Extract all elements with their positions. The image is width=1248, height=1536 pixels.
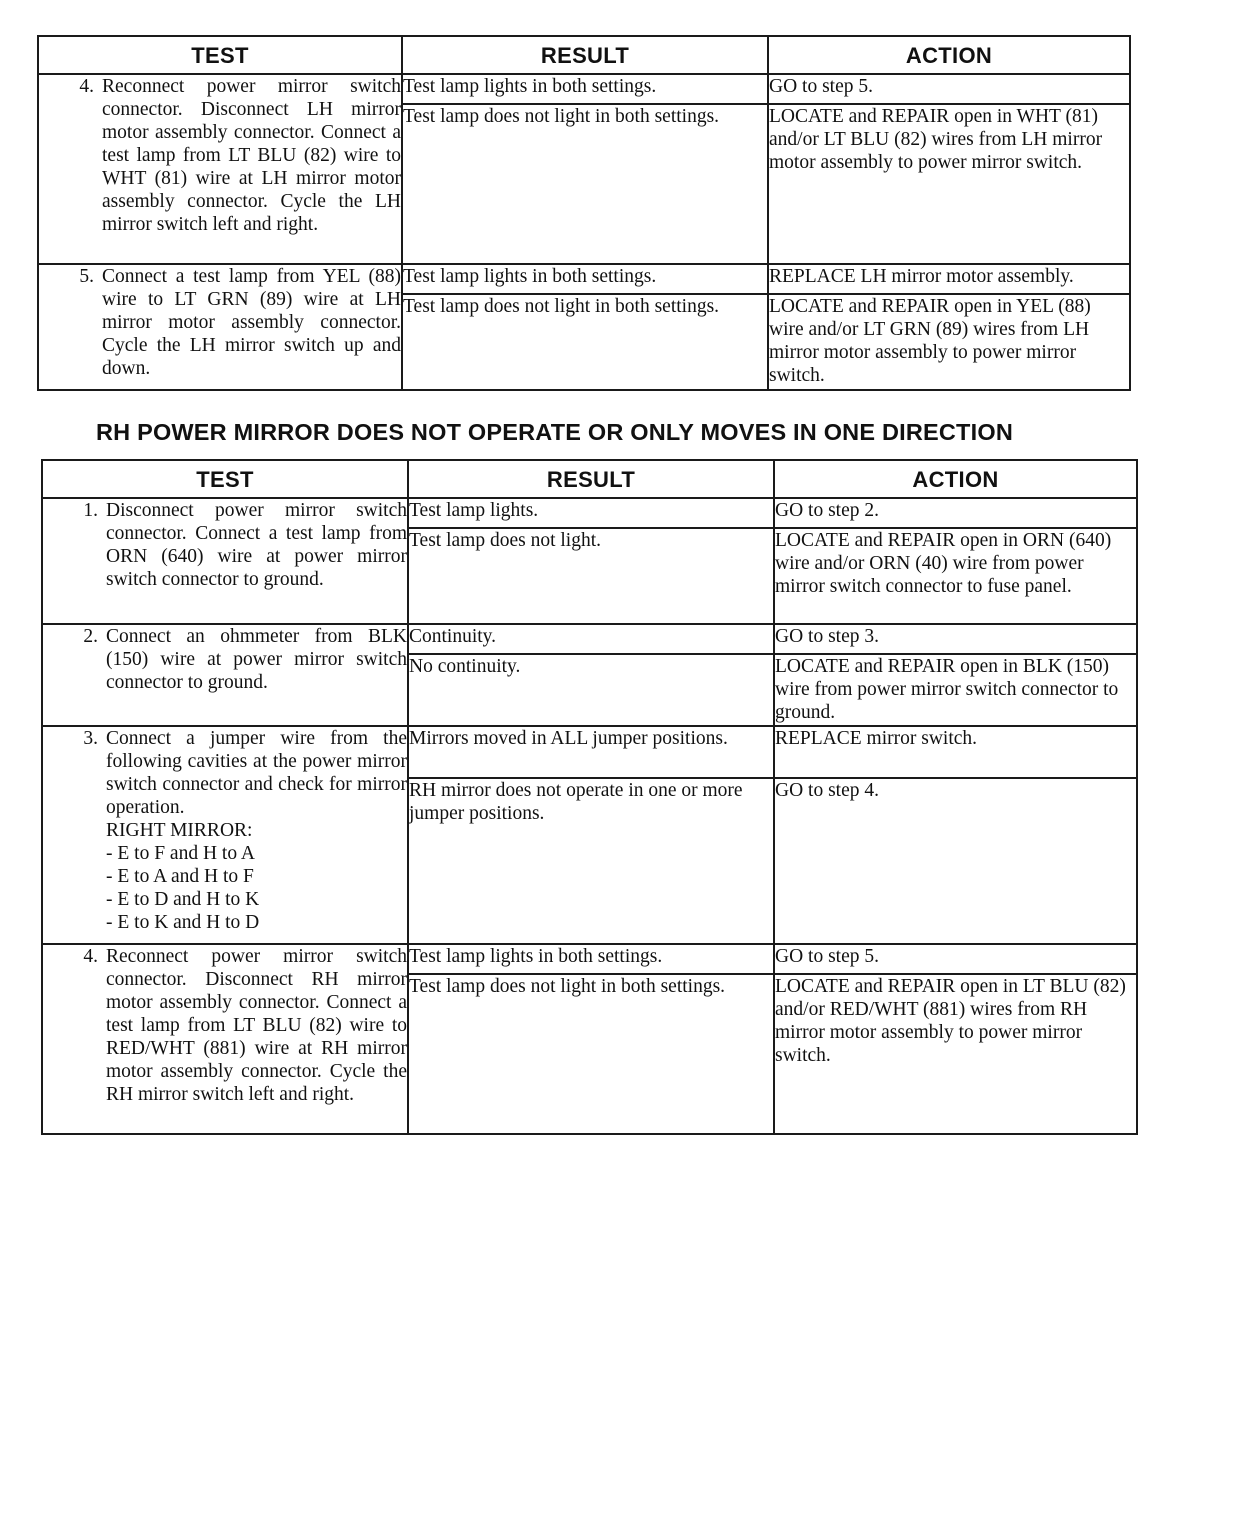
result-cell: Test lamp does not light in both settings.	[402, 294, 768, 390]
test-header: TEST	[42, 460, 408, 498]
test-cell-step3	[42, 726, 408, 944]
step-number: 1.	[83, 500, 98, 521]
result-cell: Test lamp does not light in both settings.	[402, 104, 768, 264]
action-cell: LOCATE and REPAIR open in YEL (88) wire and/or LT GRN (89) wires from LH mirror motor assembly to power mirror switch.	[768, 294, 1130, 390]
test-procedure: Reconnect power mirror switch connector. Disconnect RH mirror motor assembly connector. Connect a test lamp from LT BLU (82) wire to RED/WHT (881) wire at RH mirror motor assembly connector. Cycle the RH mirror switch left and right.	[106, 946, 407, 1105]
result-cell: Test lamp lights in both settings.	[408, 944, 774, 974]
test-header: TEST	[38, 36, 402, 74]
test-cell-step1	[42, 498, 408, 624]
result-header: RESULT	[402, 36, 768, 74]
test-procedure: Connect a jumper wire from the following cavities at the power mirror switch connector and check for mirror operation.	[106, 728, 407, 818]
step-number: 4.	[83, 946, 98, 967]
step-number: 5.	[79, 266, 94, 287]
rh-diagnosis-table	[41, 459, 1138, 1135]
test-cell-step5	[38, 264, 402, 390]
lh-diagnosis-table	[37, 35, 1131, 391]
action-header: ACTION	[768, 36, 1130, 74]
step-number: 3.	[83, 728, 98, 749]
list-title: RIGHT MIRROR:	[106, 820, 253, 841]
action-cell: REPLACE LH mirror motor assembly.	[768, 264, 1130, 294]
result-cell: Continuity.	[408, 624, 774, 654]
result-cell: Test lamp lights in both settings.	[402, 74, 768, 104]
test-cell-step4	[42, 944, 408, 1134]
test-cell-step4	[38, 74, 402, 264]
result-cell: RH mirror does not operate in one or more jumper positions.	[408, 778, 774, 944]
jumper-position: - E to A and H to F	[106, 866, 254, 887]
action-cell: LOCATE and REPAIR open in WHT (81) and/or LT BLU (82) wires from LH mirror motor assembly to power mirror switch.	[768, 104, 1130, 264]
test-procedure: Reconnect power mirror switch connector. Disconnect LH mirror motor assembly connector. Connect a test lamp from LT BLU (82) wire to WHT (81) wire at LH mirror motor assembly connector. Cycle the LH mirror switch left and right.	[102, 76, 401, 235]
action-cell: LOCATE and REPAIR open in BLK (150) wire from power mirror switch connector to ground.	[774, 654, 1137, 726]
result-cell: Test lamp does not light in both settings.	[408, 974, 774, 1134]
jumper-position: - E to K and H to D	[106, 912, 260, 933]
action-cell: REPLACE mirror switch.	[774, 726, 1137, 778]
result-cell: Test lamp does not light.	[408, 528, 774, 624]
action-cell: GO to step 2.	[774, 498, 1137, 528]
test-procedure: Connect a test lamp from YEL (88) wire to LT GRN (89) wire at LH mirror motor assembly connector. Cycle the LH mirror switch up and down.	[102, 266, 401, 379]
test-cell-step2	[42, 624, 408, 726]
action-cell: LOCATE and REPAIR open in LT BLU (82) and/or RED/WHT (881) wires from RH mirror motor assembly to power mirror switch.	[774, 974, 1137, 1134]
result-header: RESULT	[408, 460, 774, 498]
result-cell: Mirrors moved in ALL jumper positions.	[408, 726, 774, 778]
action-cell: GO to step 5.	[768, 74, 1130, 104]
action-cell: GO to step 3.	[774, 624, 1137, 654]
result-cell: No continuity.	[408, 654, 774, 726]
section-title: RH POWER MIRROR DOES NOT OPERATE OR ONLY MOVES IN ONE DIRECTION	[96, 419, 1013, 445]
step-number: 4.	[79, 76, 94, 97]
jumper-position: - E to D and H to K	[106, 889, 260, 910]
test-procedure: Disconnect power mirror switch connector. Connect a test lamp from ORN (640) wire at power mirror switch connector to ground.	[106, 500, 407, 590]
action-cell: GO to step 4.	[774, 778, 1137, 944]
action-header: ACTION	[774, 460, 1137, 498]
result-cell: Test lamp lights in both settings.	[402, 264, 768, 294]
action-cell: LOCATE and REPAIR open in ORN (640) wire and/or ORN (40) wire from power mirror switch connector to fuse panel.	[774, 528, 1137, 624]
jumper-position: - E to F and H to A	[106, 843, 255, 864]
test-procedure: Connect an ohmmeter from BLK (150) wire at power mirror switch connector to ground.	[106, 626, 407, 693]
step-number: 2.	[83, 626, 98, 647]
result-cell: Test lamp lights.	[408, 498, 774, 528]
action-cell: GO to step 5.	[774, 944, 1137, 974]
